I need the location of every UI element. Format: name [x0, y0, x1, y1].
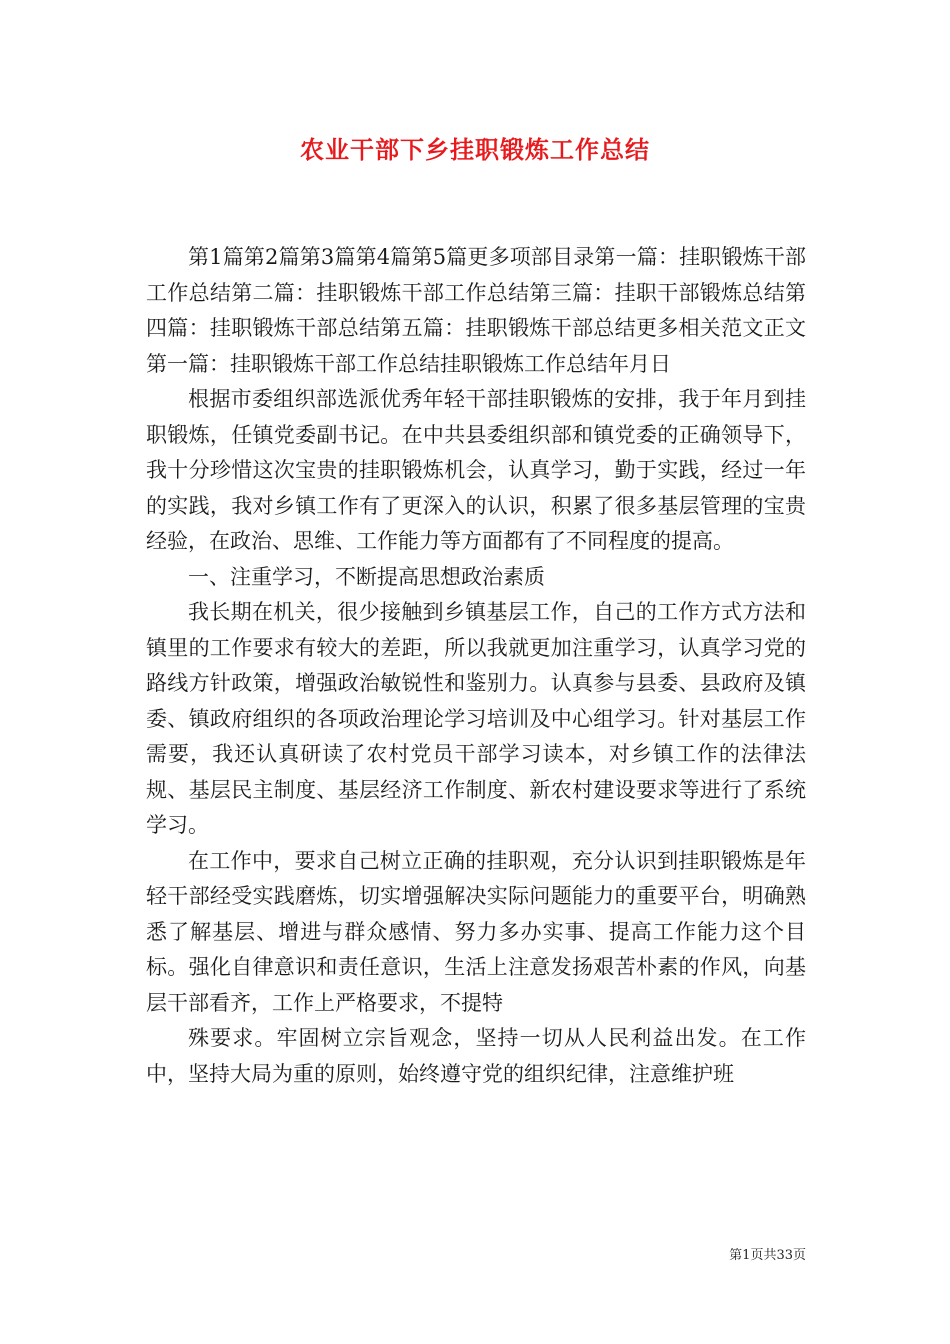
document-body: [146, 240, 806, 1092]
body-paragraph: 我长期在机关，很少接触到乡镇基层工作，自己的工作方式方法和镇里的工作要求有较大的差距，所以我就更加注重学习，认真学习党的路线方针政策，增强政治敏锐性和鉴别力。认真参与县委、县政府及镇委、镇政府组织的各项政治理论学习培训及中心组学习。针对基层工作需要，我还认真研读了农村党员干部学习读本，对乡镇工作的法律法规、基层民主制度、基层经济工作制度、新农村建设要求等进行了系统学习。: [146, 600, 806, 837]
section-heading: 一、注重学习，不断提高思想政治素质: [188, 564, 545, 589]
body-paragraph: 殊要求。牢固树立宗旨观念，坚持一切从人民利益出发。在工作中，坚持大局为重的原则，始终遵守党的组织纪律，注意维护班: [146, 1026, 806, 1086]
toc-paragraph: 第1篇第2篇第3篇第4篇第5篇更多项部目录第一篇：挂职锻炼干部工作总结第二篇：挂职锻炼干部工作总结第三篇：挂职干部锻炼总结第四篇：挂职锻炼干部总结第五篇：挂职锻炼干部总结更多相关范文正文第一篇：挂职锻炼干部工作总结挂职锻炼工作总结年月日: [146, 245, 806, 376]
document-title: 农业干部下乡挂职锻炼工作总结: [300, 135, 650, 164]
body-paragraph: 根据市委组织部选派优秀年轻干部挂职锻炼的安排，我于年月到挂职锻炼，任镇党委副书记。在中共县委组织部和镇党委的正确领导下，我十分珍惜这次宝贵的挂职锻炼机会，认真学习，勤于实践，经过一年的实践，我对乡镇工作有了更深入的认识，积累了很多基层管理的宝贵经验，在政治、思维、工作能力等方面都有了不同程度的提高。: [146, 387, 806, 553]
page-number: 第1页共33页: [729, 1248, 806, 1263]
body-paragraph: 在工作中，要求自己树立正确的挂职观，充分认识到挂职锻炼是年轻干部经受实践磨炼，切实增强解决实际问题能力的重要平台，明确熟悉了解基层、增进与群众感情、努力多办实事、提高工作能力这个目标。强化自律意识和责任意识，生活上注意发扬艰苦朴素的作风，向基层干部看齐，工作上严格要求，不提特: [146, 848, 806, 1015]
